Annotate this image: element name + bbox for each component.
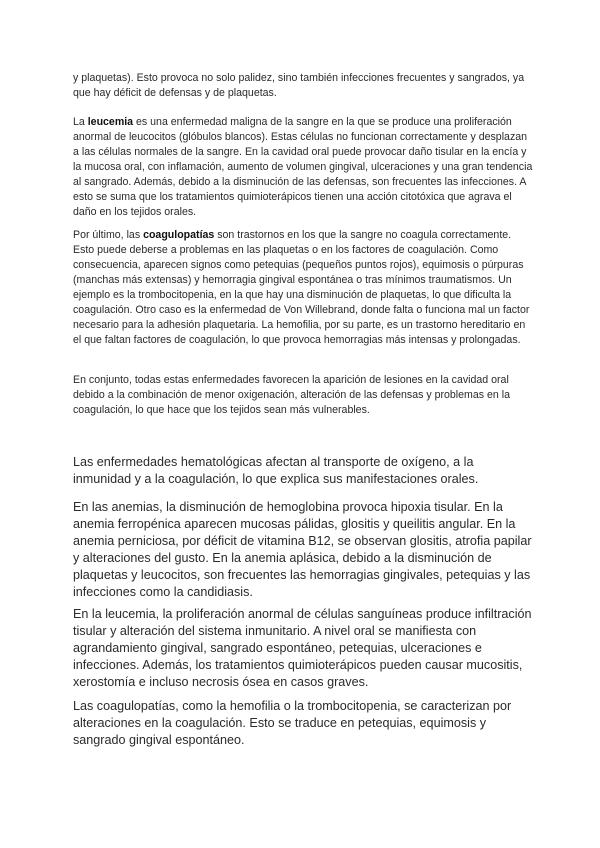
summary-anemias: En las anemias, la disminución de hemoglobina provoca hipoxia tisular. En la anemia ferropénica aparecen mucosas pálidas, glositis y queilitis angular. En la anemia perniciosa, por déficit de vitamina B12, se observan glositis, atrofia papilar y alteraciones del gusto. En la anemia aplásica, debido a la disminución de plaquetas y leucocitos, son frecuentes las hemorragias gingivales, petequias y las infecciones como la candidiasis. <box>73 500 532 599</box>
paragraph-leucemia <box>73 115 535 220</box>
paragraph-continuation: y plaquetas). Esto provoca no solo palidez, sino también infecciones frecuentes y sangrados, ya que hay déficit de defensas y de plaquetas. <box>73 72 525 99</box>
summary-coagulopatias: Las coagulopatías, como la hemofilia o la trombocitopenia, se caracterizan por alteraciones en la coagulación. Esto se traduce en petequias, equimosis y sangrado gingival espontáneo. <box>73 699 512 747</box>
paragraph-coagulopatias-lead: Por último, las <box>73 229 144 241</box>
summary-intro: Las enfermedades hematológicas afectan al transporte de oxígeno, a la inmunidad y a la coagulación, lo que explica sus manifestaciones orales. <box>73 455 479 486</box>
paragraph-leucemia-lead: La <box>73 116 88 128</box>
term-coagulopatias: coagulopatías <box>143 229 215 241</box>
term-leucemia: leucemia <box>87 116 134 128</box>
summary-leucemia: En la leucemia, la proliferación anormal de células sanguíneas produce infiltración tisular y alteración del sistema inmunitario. A nivel oral se manifiesta con agrandamiento gingival, sangrado espontáneo, petequias, ulceraciones e infecciones. Además, los tratamientos quimioterápicos pueden causar mucositis, xerostomía e incluso necrosis ósea en casos graves. <box>73 607 532 689</box>
paragraph-coagulopatias-body: son trastornos en los que la sangre no coagula correctamente. Esto puede deberse a problemas en las plaquetas o en los factores de coagulación. Como consecuencia, aparecen signos como petequias (pequeños puntos rojos), equimosis o púrpuras (manchas más extensas) y hemorragia gingival espontánea o tras mínimos traumatismos. Un ejemplo es la trombocitopenia, en la que hay una disminución de plaquetas, lo que dificulta la coagulación. Otro caso es la enfermedad de Von Willebrand, donde falta o funciona mal un factor necesario para la adhesión plaquetaria. La hemofilia, por su parte, es un trastorno hereditario en el que faltan factores de coagulación, lo que provoca hemorragias más intensas y prolongadas. <box>73 229 530 346</box>
paragraph-leucemia-body: es una enfermedad maligna de la sangre en la que se produce una proliferación anormal de leucocitos (glóbulos blancos). Estas células no funcionan correctamente y desplazan a las células normales de la sangre. En la cavidad oral puede provocar daño tisular en la encía y la mucosa oral, con inflamación, aumento de volumen gingival, ulceraciones y una gran tendencia al sangrado. Además, debido a la disminución de las defensas, son frecuentes las infecciones. A esto se suma que los tratamientos quimioterápicos tienen una acción citotóxica que agrava el daño en los tejidos orales. <box>73 116 533 218</box>
paragraph-conjunto: En conjunto, todas estas enfermedades favorecen la aparición de lesiones en la cavidad oral debido a la combinación de menor oxigenación, alteración de las defensas y problemas en la coagulación, lo que hace que los tejidos sean más vulnerables. <box>73 374 510 416</box>
paragraph-coagulopatias <box>73 228 535 348</box>
